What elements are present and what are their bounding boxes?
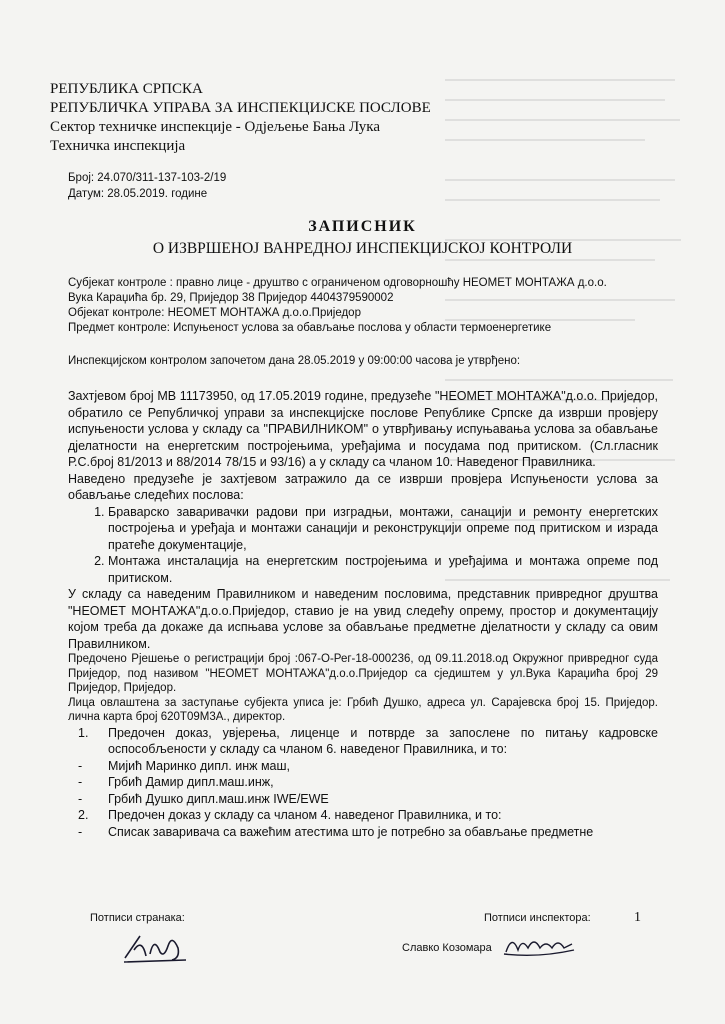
header-sector: Сектор техничке инспекције - Одјељење Бања Лука bbox=[50, 119, 380, 135]
finding-number: 1. bbox=[78, 725, 89, 740]
finding-item bbox=[68, 807, 658, 824]
subject-line-3: Објекат контроле: НЕОМЕТ МОНТАЖА д.о.о.Приједор bbox=[68, 307, 361, 319]
control-subject bbox=[68, 276, 658, 336]
header-republic: РЕПУБЛИКА СРПСКА bbox=[50, 81, 203, 97]
activity-item: 1. Браварско заваривачки радови при изградњи, монтажи, санацији и ремонту енергетских постројења и уређаја и монтажи санацији и реконструкцији опреме под притиском и израда пратеће документације, bbox=[108, 504, 658, 554]
dash-marker: - bbox=[78, 824, 83, 839]
issuer-header bbox=[50, 80, 431, 156]
welders-item bbox=[68, 824, 658, 841]
staff-item bbox=[68, 774, 658, 791]
document-date: Датум: 28.05.2019. године bbox=[68, 188, 208, 200]
subject-line-2: Вука Караџића бр. 29, Приједор 38 Приједор 4404379590002 bbox=[68, 292, 394, 304]
activity-item: 2. Монтажа инсталација на енергетским постројењима и уређајима и монтажа опреме под притиском. bbox=[108, 553, 658, 586]
inspector-name: Славко Козомара bbox=[402, 942, 492, 954]
inspector-signature-label: Потписи инспектора: bbox=[484, 912, 591, 924]
dash-marker: - bbox=[78, 775, 83, 789]
parties-signature-label: Потписи странака: bbox=[90, 912, 185, 924]
dash-marker: - bbox=[78, 758, 83, 773]
header-administration: РЕПУБЛИЧКА УПРАВА ЗА ИНСПЕКЦИЈСКЕ ПОСЛОВЕ bbox=[50, 100, 431, 116]
finding-number: 2. bbox=[78, 808, 89, 822]
subject-line-1: Субјекат контроле : правно лице - друштво с ограниченом одговорношћу НЕОМЕТ МОНТАЖА д.о.о. bbox=[68, 277, 607, 289]
staff-name: Грбић Душко дипл.маш.инж IWE/EWE bbox=[108, 791, 329, 806]
finding-text: Предочен доказ, увјерења, лиценце и потврде за запослене по питању кадровске оспособљености у складу са чланом 6. наведеног Правилника, и то: bbox=[108, 725, 658, 756]
staff-name: Мијић Маринко дипл. инж маш, bbox=[108, 758, 291, 773]
paragraph-representative: Лица овлаштена за заступање субјекта уписа је: Грбић Душко, адреса ул. Сарајевска број 15. Приједор. лична карта број 620Т09М3А., директор. bbox=[68, 696, 658, 723]
header-inspection: Техничка инспекција bbox=[50, 138, 186, 154]
staff-item bbox=[68, 758, 658, 775]
subject-line-4: Предмет контроле: Испуњеност услова за обављање послова у области термоенергетике bbox=[68, 322, 552, 334]
dash-marker: - bbox=[78, 791, 83, 806]
title-main: ЗАПИСНИК bbox=[308, 218, 417, 235]
report-body bbox=[68, 388, 658, 840]
page-number: 1 bbox=[634, 910, 641, 925]
paragraph-scope: Наведено предузеће је захтјевом затражило да се изврши провјера Испуњености услова за обављање следећих послова: bbox=[68, 471, 658, 502]
paragraph-registration: Предочено Рјешење о регистрацији број :067-О-Рег-18-000236, од 09.11.2018.од Окружног привредног суда Приједор, под називом "НЕОМЕТ МОНТАЖА"д.о.о.Приједор са сједиштем у ул.Вука Караџића број 29 Приједор, Приједор. bbox=[68, 653, 658, 694]
paragraph-request: Захтјевом број МВ 11173950, од 17.05.2019 године, предузеће "НЕОМЕТ МОНТАЖА"д.о.о. Приједор, обратило се Републичкој управи за инспекцијске послове Републике Српске да изврши провјеру испуњености услова у складу са "ПРАВИЛНИКОМ" о утврђивању испуњавања услова за обављање дјелатности на енергетским постројењима, уређајима и посудама под притиском. (Сл.гласник Р.С.број 81/2013 и 88/2014 78/15 и 93/16) а у складу са чланом 10. Наведеног Правилника. bbox=[68, 389, 658, 469]
document-title bbox=[0, 218, 725, 258]
finding-item bbox=[68, 725, 658, 758]
activities-list bbox=[68, 504, 658, 587]
paragraph-evidence: У складу са наведеним Правилником и наведеним пословима, представник привредног друштва "НЕОМЕТ МОНТАЖА"д.о.о.Приједор, ставио је на увид следећу опрему, простор и документацију којом треба да докаже да испњава услове за обављање предметне дјелатности у складу са овим Правилником. bbox=[68, 587, 658, 651]
staff-item bbox=[68, 791, 658, 808]
staff-name: Грбић Дамир дипл.маш.инж, bbox=[108, 775, 274, 789]
finding-text: Предочен доказ у складу са чланом 4. наведеног Правилника, и то: bbox=[108, 808, 502, 822]
document-meta bbox=[68, 170, 226, 202]
document-number: Број: 24.070/311-137-103-2/19 bbox=[68, 172, 227, 184]
inspector-signature bbox=[498, 930, 578, 960]
findings-list bbox=[68, 725, 658, 841]
party-signature bbox=[120, 928, 190, 968]
intro-text: Инспекцијском контролом започетом дана 28.05.2019 у 09:00:00 часова је утврђено: bbox=[68, 355, 521, 367]
title-sub: О ИЗВРШЕНОЈ ВАНРЕДНОЈ ИНСПЕКЦИЈСКОЈ КОНТРОЛИ bbox=[152, 240, 573, 257]
welders-text: Списак заваривача са важећим атестима што је потребно за обављање предметне bbox=[108, 824, 594, 839]
